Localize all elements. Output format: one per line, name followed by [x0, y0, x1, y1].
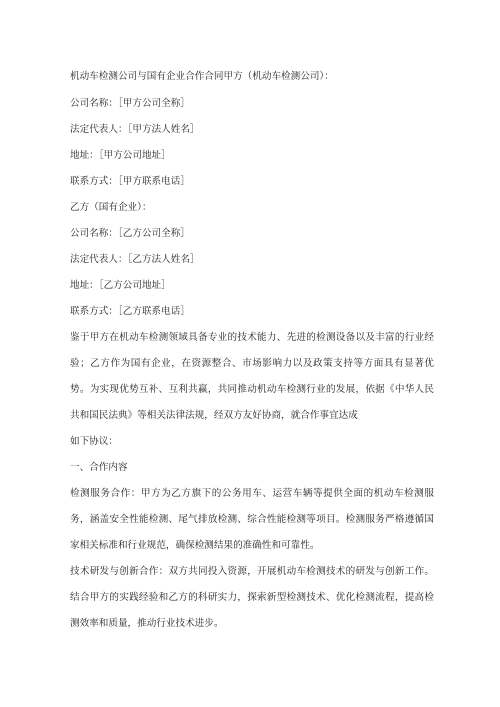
agreement-intro: 如下协议：	[70, 436, 118, 447]
section-1-heading: 一、合作内容	[70, 462, 128, 473]
section-1-item-inspection-service: 检测服务合作：甲方为乙方旗下的公务用车、运营车辆等提供全面的机动车检测服务，涵盖安全性能检测、尾气排放检测、综合性能检测等项目。检测服务严格遵循国家相关标准和行业规范，确保检测结果的准确性和可靠性。	[70, 488, 434, 551]
contract-title: 机动车检测公司与国有企业合作合同甲方（机动车检测公司）：	[70, 71, 334, 82]
party-b-contact: 联系方式：［乙方联系电话］	[70, 306, 190, 317]
party-a-legal-rep: 法定代表人：［甲方法人姓名］	[70, 124, 200, 135]
party-b-legal-rep: 法定代表人：［乙方法人姓名］	[70, 254, 200, 265]
party-a-company-name: 公司名称：［甲方公司全称］	[70, 98, 190, 109]
party-a-contact: 联系方式：［甲方联系电话］	[70, 176, 190, 187]
preamble-paragraph: 鉴于甲方在机动车检测领域具备专业的技术能力、先进的检测设备以及丰富的行业经验；乙方作为国有企业，在资源整合、市场影响力以及政策支持等方面具有显著优势。为实现优势互补、互利共赢，共同推动机动车检测行业的发展，依据《中华人民共和国民法典》等相关法律法规，经双方友好协商，就合作事宜达成	[70, 332, 434, 421]
party-b-heading: 乙方（国有企业）：	[70, 202, 152, 213]
section-1-item-rnd-cooperation: 技术研发与创新合作：双方共同投入资源，开展机动车检测技术的研发与创新工作。结合甲方的实践经验和乙方的科研实力，探索新型检测技术、优化检测流程，提高检测效率和质量，推动行业技术进步。	[70, 566, 434, 629]
party-b-company-name: 公司名称：［乙方公司全称］	[70, 228, 190, 239]
party-b-address: 地址：［乙方公司地址］	[70, 280, 171, 291]
party-a-address: 地址：［甲方公司地址］	[70, 150, 171, 161]
